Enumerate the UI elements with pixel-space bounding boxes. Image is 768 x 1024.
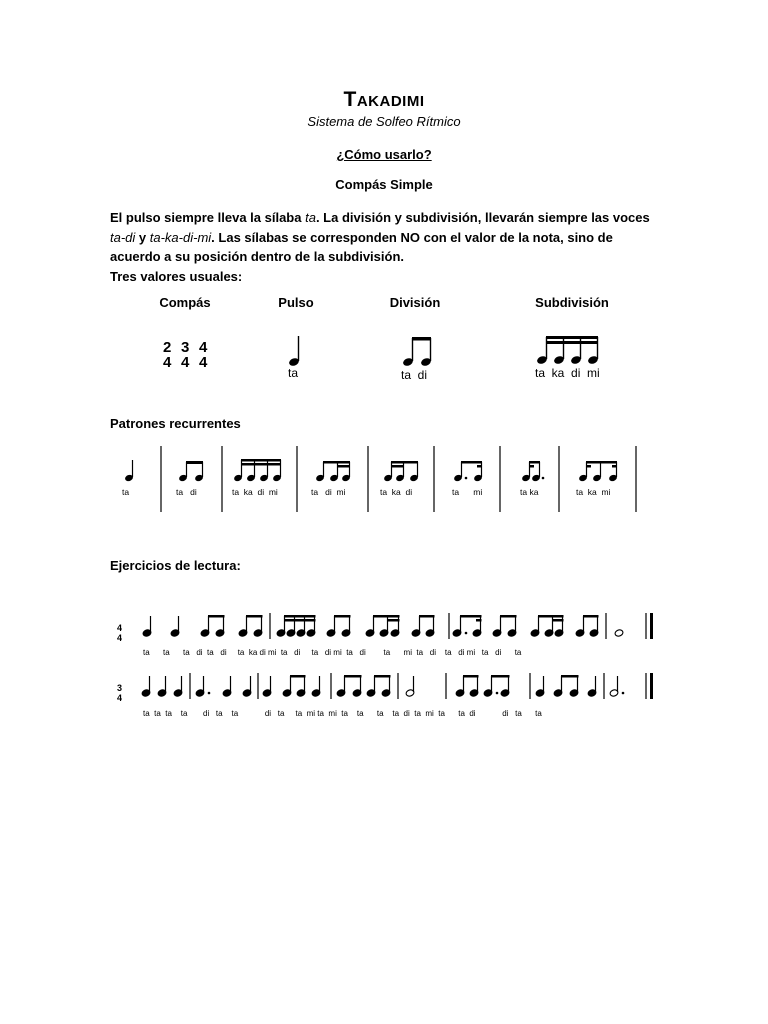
pattern-8-notes bbox=[578, 461, 618, 482]
beam bbox=[284, 615, 316, 618]
beam bbox=[208, 615, 225, 618]
beam bbox=[290, 675, 306, 678]
exercise-1-meter-den: 4 bbox=[117, 633, 123, 643]
meter-den-1: 4 bbox=[163, 354, 172, 371]
beam bbox=[373, 615, 400, 618]
col-subdivision: Subdivisión bbox=[535, 295, 609, 310]
pattern-8-syllables: ta ka mi bbox=[576, 487, 611, 497]
exercise-2-meter-den: 4 bbox=[117, 693, 123, 703]
pattern-5-syllables: ta ka di bbox=[380, 487, 413, 497]
beam bbox=[583, 615, 599, 618]
exercise-1-meter-num: 4 bbox=[117, 623, 123, 633]
beam bbox=[561, 675, 579, 678]
meter-num-1: 2 bbox=[163, 339, 172, 356]
final-barline bbox=[650, 673, 653, 699]
pattern-6-syllables: ta mi bbox=[452, 487, 483, 497]
eighth-pair-icon bbox=[402, 337, 432, 367]
note-dot bbox=[496, 692, 499, 695]
pattern-3-notes bbox=[233, 459, 282, 482]
exercise-2-syllables: ta ta ta ta di ta ta di ta ta mi ta mi ta ta ta ta di ta mi ta ta di di ta ta bbox=[143, 709, 542, 718]
pattern-4-syllables: ta di mi bbox=[311, 487, 346, 497]
page-title: TAKADIMI bbox=[343, 88, 425, 111]
exercises-heading: Ejercicios de lectura: bbox=[110, 558, 241, 573]
pattern-5-notes bbox=[383, 461, 419, 482]
pattern-2-notes bbox=[178, 461, 204, 482]
beam bbox=[246, 615, 263, 618]
beam bbox=[419, 615, 435, 618]
beam bbox=[334, 615, 351, 618]
meter-num-3: 4 bbox=[199, 339, 208, 356]
beam bbox=[284, 619, 316, 622]
pattern-1-syllables: ta bbox=[122, 487, 130, 497]
meter-num-2: 3 bbox=[181, 339, 190, 356]
exercise-1-notes bbox=[142, 613, 653, 639]
final-barline bbox=[650, 613, 653, 639]
exercises-notation bbox=[0, 610, 768, 730]
col-pulso: Pulso bbox=[278, 295, 314, 310]
subtitle: Sistema de Solfeo Rítmico bbox=[307, 114, 461, 129]
simple-meter-heading: Compás Simple bbox=[335, 177, 433, 192]
subdivision-syllables: ta ka di mi bbox=[535, 366, 600, 380]
beam bbox=[374, 675, 391, 678]
exercise-1-syllables: ta ta ta di ta di ta ka di mi ta di ta di mi ta di ta mi ta di ta di mi ta di ta bbox=[143, 648, 522, 657]
pattern-7-notes bbox=[521, 461, 544, 482]
pattern-syllables bbox=[122, 487, 611, 497]
intro-paragraph: El pulso siempre lleva la sílaba ta. La división y subdivisión, llevarán siempre las voces ta-di y ta-ka-di-mi. Las sílabas se corresponden NO con el valor de la nota, sino de acuerdo a su posición dentro de la subdivisión. Tres valores usuales: bbox=[110, 210, 650, 284]
beam bbox=[500, 615, 517, 618]
exercise-2-notes bbox=[141, 673, 653, 699]
beam bbox=[538, 615, 564, 618]
pattern-2-syllables: ta di bbox=[176, 487, 197, 497]
pulse-syllable: ta bbox=[288, 366, 299, 380]
col-compas: Compás bbox=[159, 295, 211, 310]
note-dot bbox=[208, 692, 211, 695]
beam bbox=[344, 675, 362, 678]
beam bbox=[460, 615, 482, 618]
beam bbox=[552, 619, 564, 622]
sixteenth-group-icon bbox=[536, 336, 599, 365]
note-dot bbox=[465, 632, 468, 635]
pattern-6-notes bbox=[453, 461, 483, 482]
patterns-heading: Patrones recurrentes bbox=[110, 416, 241, 431]
pattern-1-notes bbox=[124, 460, 134, 482]
quarter-note-icon bbox=[288, 336, 300, 367]
pattern-3-syllables: ta ka di mi bbox=[232, 487, 278, 497]
note-head bbox=[614, 629, 624, 637]
beam bbox=[476, 619, 482, 622]
col-division: División bbox=[389, 295, 441, 310]
beam bbox=[463, 675, 479, 678]
values-notation bbox=[0, 320, 768, 390]
patterns-notation bbox=[0, 440, 768, 520]
meter-den-3: 4 bbox=[199, 354, 208, 371]
meter-den-2: 4 bbox=[181, 354, 190, 371]
exercise-2-meter-num: 3 bbox=[117, 683, 123, 693]
how-to-heading: ¿Cómo usarlo? bbox=[336, 147, 432, 162]
beam bbox=[491, 675, 510, 678]
pattern-7-syllables: ta ka bbox=[520, 487, 539, 497]
pattern-4-notes bbox=[315, 461, 351, 482]
time-signatures bbox=[163, 339, 208, 371]
note-dot bbox=[622, 692, 625, 695]
division-syllables: ta di bbox=[401, 368, 428, 382]
beam bbox=[387, 619, 400, 622]
